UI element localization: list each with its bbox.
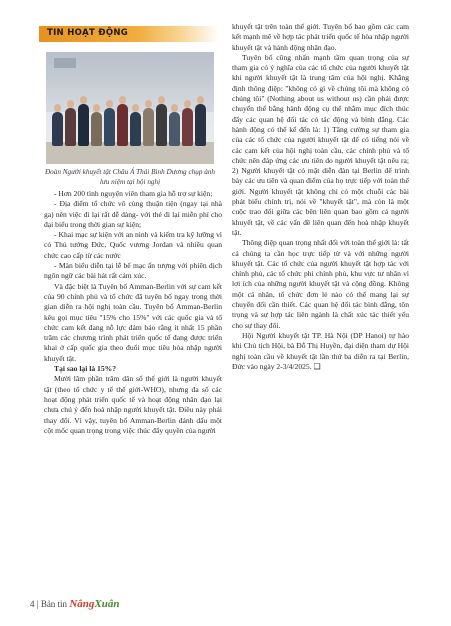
- person-head: [80, 96, 87, 104]
- group-photo: [46, 52, 214, 164]
- person-head: [145, 100, 152, 108]
- subheading: Tại sao lại là 15%?: [54, 364, 117, 374]
- person-head: [93, 104, 100, 112]
- paragraph: - Địa điểm tổ chức vô cùng thuận tiện (ngay tại nhà ga) nên việc đi lại rất dễ dàng- với thẻ đi lại miễn phí cho đại biểu trong thời gian sự kiện;: [44, 199, 222, 229]
- person-head: [158, 96, 165, 104]
- person-figure: [195, 104, 206, 146]
- paragraph: Và đặc biệt là Tuyên bố Amman-Berlin với sự cam kết của 90 chính phủ và tổ chức đã tuyên bố ngay trong thời gian diễn ra hội nghị toàn cầu. Tuyên bố Amman-Berlin kêu gọi mục tiêu "15% cho 15%" với các quốc gia và tổ chức cam kết đang nỗ lực đảm bảo rằng ít nhất 15 phần trăm các chương trình phát triển quốc tế đang được triển khai ở cấp quốc gia theo đuổi mục tiêu hòa nhập người khuyết tật.: [44, 281, 222, 363]
- person-head: [106, 100, 113, 108]
- paragraph: Thông điệp quan trọng nhất đối với toàn thế giới là: tất cả chúng ta cần học trực tiếp từ và với những người khuyết tật. Các tổ chức của người khuyết tật hợp tác với chính phủ, các tổ chức phi chính phủ, khu vực tư nhân vì lợi ích của những người khuyết tật và cộng đồng. Không một cá nhân, tổ chức đơn lẻ nào có thể mang lại sự chuyển đổi cần thiết. Các quan hệ đối tác bình đẳng, tôn trọng và sự hợp tác liên ngành là chất xúc tác thiết yếu cho sự thay đổi.: [232, 238, 409, 330]
- person-figure: [65, 108, 76, 146]
- paragraph: Mười lăm phần trăm dân số thế giới là người khuyết tật (theo tổ chức y tế thế giới-WHO), nhưng đa số các hoạt động phát triển quốc tế và hoạt động nhân đạo lại chưa chú ý đến hoà nhập người khuyết tật. Điều này phải thay đổi. Vì vậy, tuyên bố Amman-Berlin đánh dấu một cột mốc quan trọng trong việc thúc đẩy quyền của người: [44, 374, 222, 435]
- photo-caption: Đoàn Người khuyết tật Châu Á Thái Bình Dương chụp ảnh lưu niệm tại hội nghị: [44, 168, 216, 186]
- person-head: [54, 104, 61, 112]
- person-figure: [130, 112, 141, 146]
- person-head: [171, 104, 178, 112]
- person-figure: [104, 108, 115, 146]
- paragraph-last: Hội Người khuyết tật TP. Hà Nội (DP Hanoi) tự hào khi Chủ tịch Hội, bà Đỗ Thị Huyền, đại diện tham dự Hội nghị toàn cầu về khuyết tật lần thứ ba diễn ra tại Berlin, Đức vào ngày 2-3/4/2025. ❑: [232, 330, 409, 371]
- section-banner: [39, 26, 219, 42]
- person-figure: [182, 108, 193, 146]
- person-figure: [52, 112, 63, 146]
- person-head: [119, 96, 126, 104]
- person-figure: [156, 104, 167, 146]
- end-mark: ❑: [313, 361, 321, 371]
- person-figure: [91, 112, 102, 146]
- page-footer: [30, 598, 119, 610]
- person-figure: [78, 104, 89, 146]
- person-head: [197, 96, 204, 104]
- event-logo: [54, 58, 76, 68]
- section-title: TIN HOẠT ĐỘNG: [47, 28, 129, 38]
- footer-label: Bản tin: [40, 599, 68, 609]
- paragraph: - Hơn 200 tình nguyện viên tham gia hỗ trợ sự kiện;: [54, 189, 213, 198]
- person-head: [184, 100, 191, 108]
- person-head: [132, 104, 139, 112]
- footer-separator: |: [36, 599, 39, 609]
- column-right: [232, 22, 409, 372]
- person-figure: [169, 112, 180, 146]
- paragraph: khuyết tật trên toàn thế giới. Tuyên bố bao gồm các cam kết mạnh mẽ về hợp tác phát triển quốc tế hòa nhập người khuyết tật và hành động nhân đạo.: [232, 22, 409, 52]
- paragraph: - Khai mạc sự kiện với an ninh và kiểm tra kỹ lưỡng vì có Thủ tướng Đức, Quốc vương Jordan và nhiều quan chức cao cấp từ các nước: [44, 230, 222, 260]
- brand-logo: NắngXuân: [69, 598, 120, 610]
- column-left: [44, 189, 222, 436]
- page-number: 4: [30, 599, 35, 609]
- paragraph: Tuyên bố cũng nhấn mạnh tầm quan trọng của sự tham gia có ý nghĩa của các tổ chức của người khuyết tật khi người khuyết tật là trung tâm của hội nghị. Khẳng định thông điệp: "không có gì về chúng tôi mà không có chúng tôi" (Nothing about us without us) cần phải được chuyển thể bằng hành động cụ thể nhằm mục đích thúc đẩy các quan hệ đối tác có tác động và bình đẳng. Các hành động có thể kể đến là: 1) Tăng cường sự tham gia của các tổ chức của người khuyết tật để có tiếng nói về các cam kết của hội nghị toàn cầu, các chính phủ và tổ chức nên đáp ứng các ưu tiên do người khuyết tật nêu ra; 2) Người khuyết tật có mặt diễn đàn tại Berlin để trình bày các ưu tiên và quan điểm của họ trực tiếp với toàn thế giới. Người khuyết tật không chỉ có một chuỗi các bài phát biểu chính trị, nói về "khuyết tật", mà còn là một cuộc trao đổi giữa các bên liên quan bao gồm cả người khuyết tật, về các vấn đề liên quan đến hoà nhập khuyết tật.: [232, 52, 409, 237]
- person-figure: [117, 104, 128, 146]
- paragraph: - Màn biểu diễn tại lễ bế mạc ấn tượng với phiên dịch ngôn ngữ các bài hát rất cảm xúc.: [44, 261, 222, 281]
- person-head: [67, 100, 74, 108]
- person-figure: [143, 108, 154, 146]
